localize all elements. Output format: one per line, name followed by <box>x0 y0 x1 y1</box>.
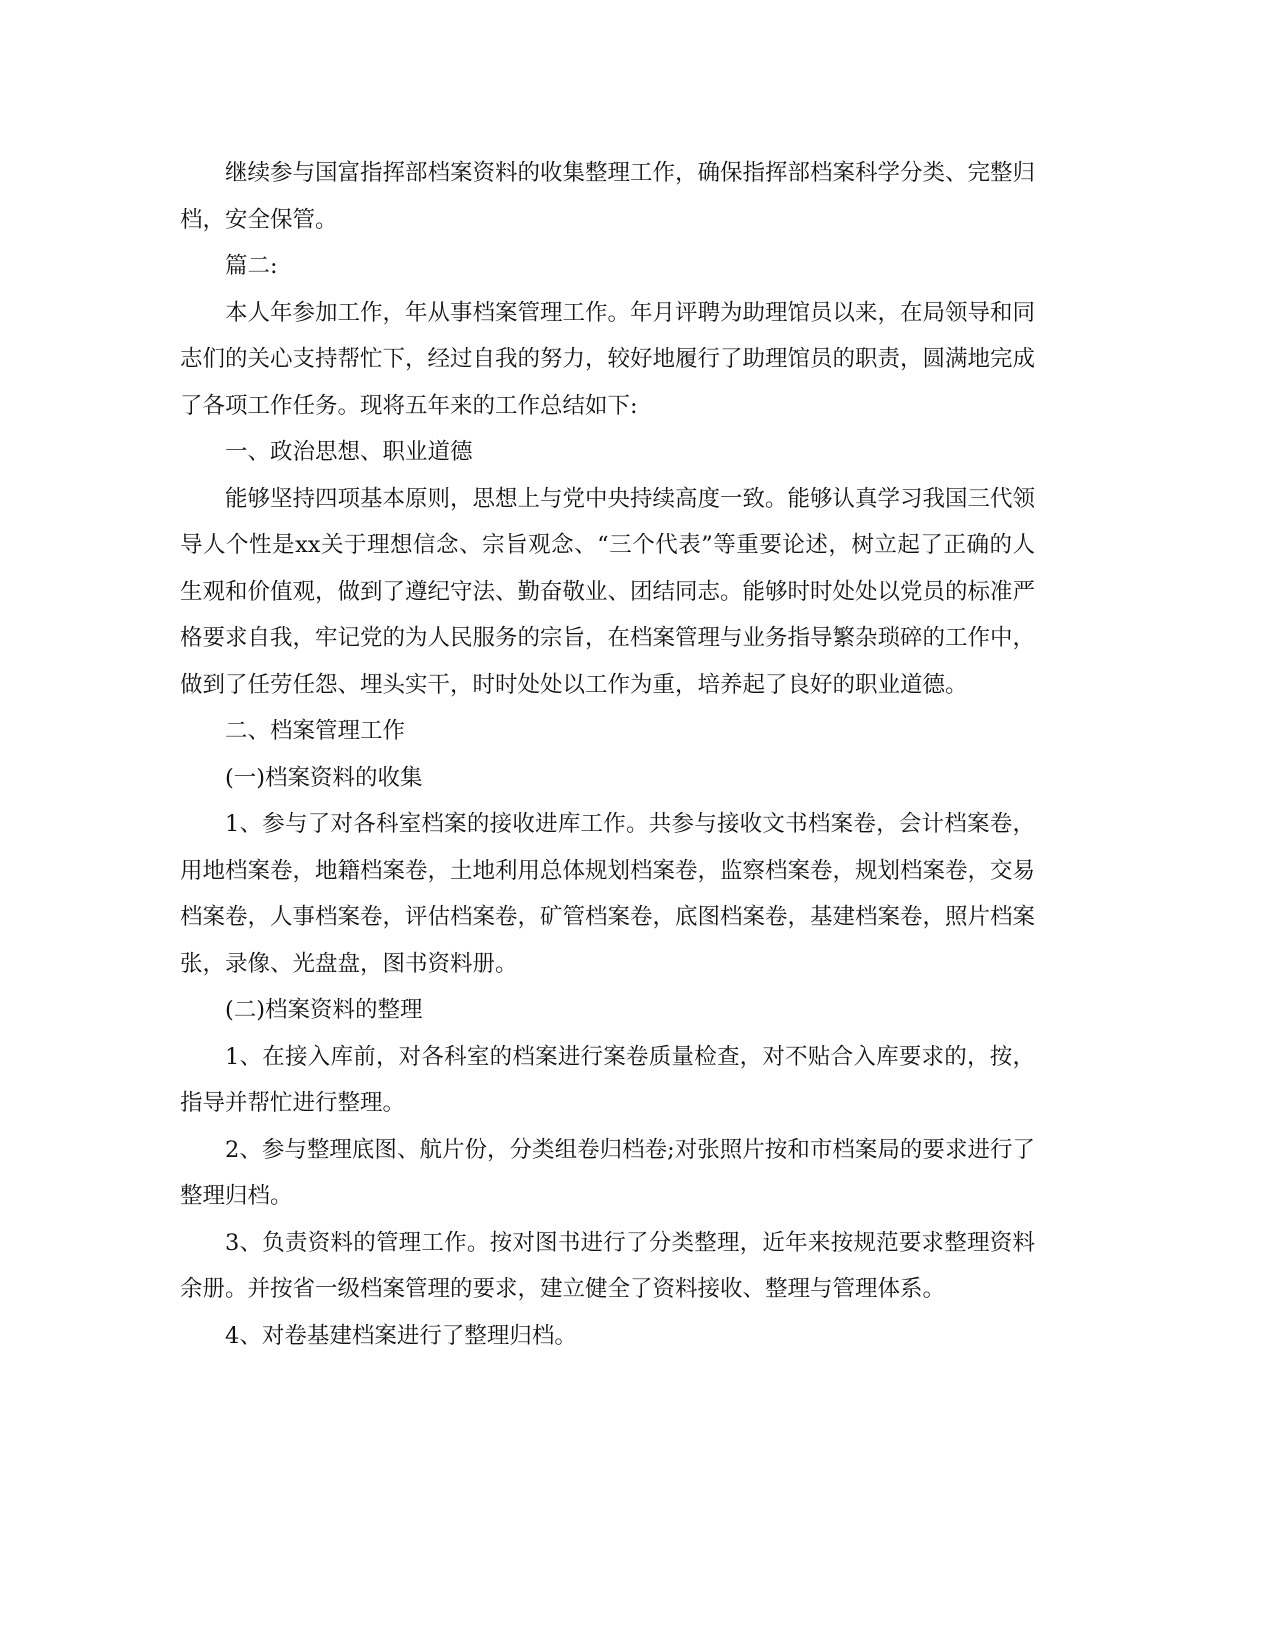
paragraph-organization-3: 3、负责资料的管理工作。按对图书进行了分类整理，近年来按规范要求整理资料余册。并按省一级档案管理的要求，建立健全了资料接收、整理与管理体系。 <box>180 1229 1035 1302</box>
section-heading-politics-ethics: 一、政治思想、职业道德 <box>225 439 473 465</box>
paragraph-organization-1: 1、在接入库前，对各科室的档案进行案卷质量检查，对不贴合入库要求的，按，指导并帮忙进行整理。 <box>180 1043 1035 1116</box>
paragraph-organization-2: 2、参与整理底图、航片份，分类组卷归档卷;对张照片按和市档案局的要求进行了整理归档。 <box>180 1136 1035 1209</box>
document-page <box>180 150 1035 1359</box>
section-heading-part-two: 篇二: <box>225 253 278 279</box>
paragraph-intro: 本人年参加工作，年从事档案管理工作。年月评聘为助理馆员以来，在局领导和同志们的关心支持帮忙下，经过自我的努力，较好地履行了助理馆员的职责，圆满地完成了各项工作任务。现将五年来的工作总结如下: <box>180 299 1036 419</box>
paragraph-collection-1: 1、参与了对各科室档案的接收进库工作。共参与接收文书档案卷，会计档案卷，用地档案卷，地籍档案卷，土地利用总体规划档案卷，监察档案卷，规划档案卷，交易档案卷，人事档案卷，评估档案卷，矿管档案卷，底图档案卷，基建档案卷，照片档案张，录像、光盘盘，图书资料册。 <box>180 811 1036 977</box>
subheading-collection: (一)档案资料的收集 <box>225 764 423 791</box>
paragraph-politics-ethics: 能够坚持四项基本原则，思想上与党中央持续高度一致。能够认真学习我国三代领导人个性是xx关于理想信念、宗旨观念、“三个代表”等重要论述，树立起了正确的人生观和价值观，做到了遵纪守法、勤奋敬业、团结同志。能够时时处处以党员的标准严格要求自我，牢记党的为人民服务的宗旨，在档案管理与业务指导繁杂琐碎的工作中，做到了任劳任怨、埋头实干，时时处处以工作为重，培养起了良好的职业道德。 <box>180 485 1036 698</box>
paragraph-organization-4: 4、对卷基建档案进行了整理归档。 <box>225 1322 577 1349</box>
section-heading-archive-management: 二、档案管理工作 <box>225 718 406 744</box>
paragraph-continue-archive: 继续参与国富指挥部档案资料的收集整理工作，确保指挥部档案科学分类、完整归档，安全保管。 <box>180 160 1036 233</box>
subheading-organization: (二)档案资料的整理 <box>225 997 423 1023</box>
